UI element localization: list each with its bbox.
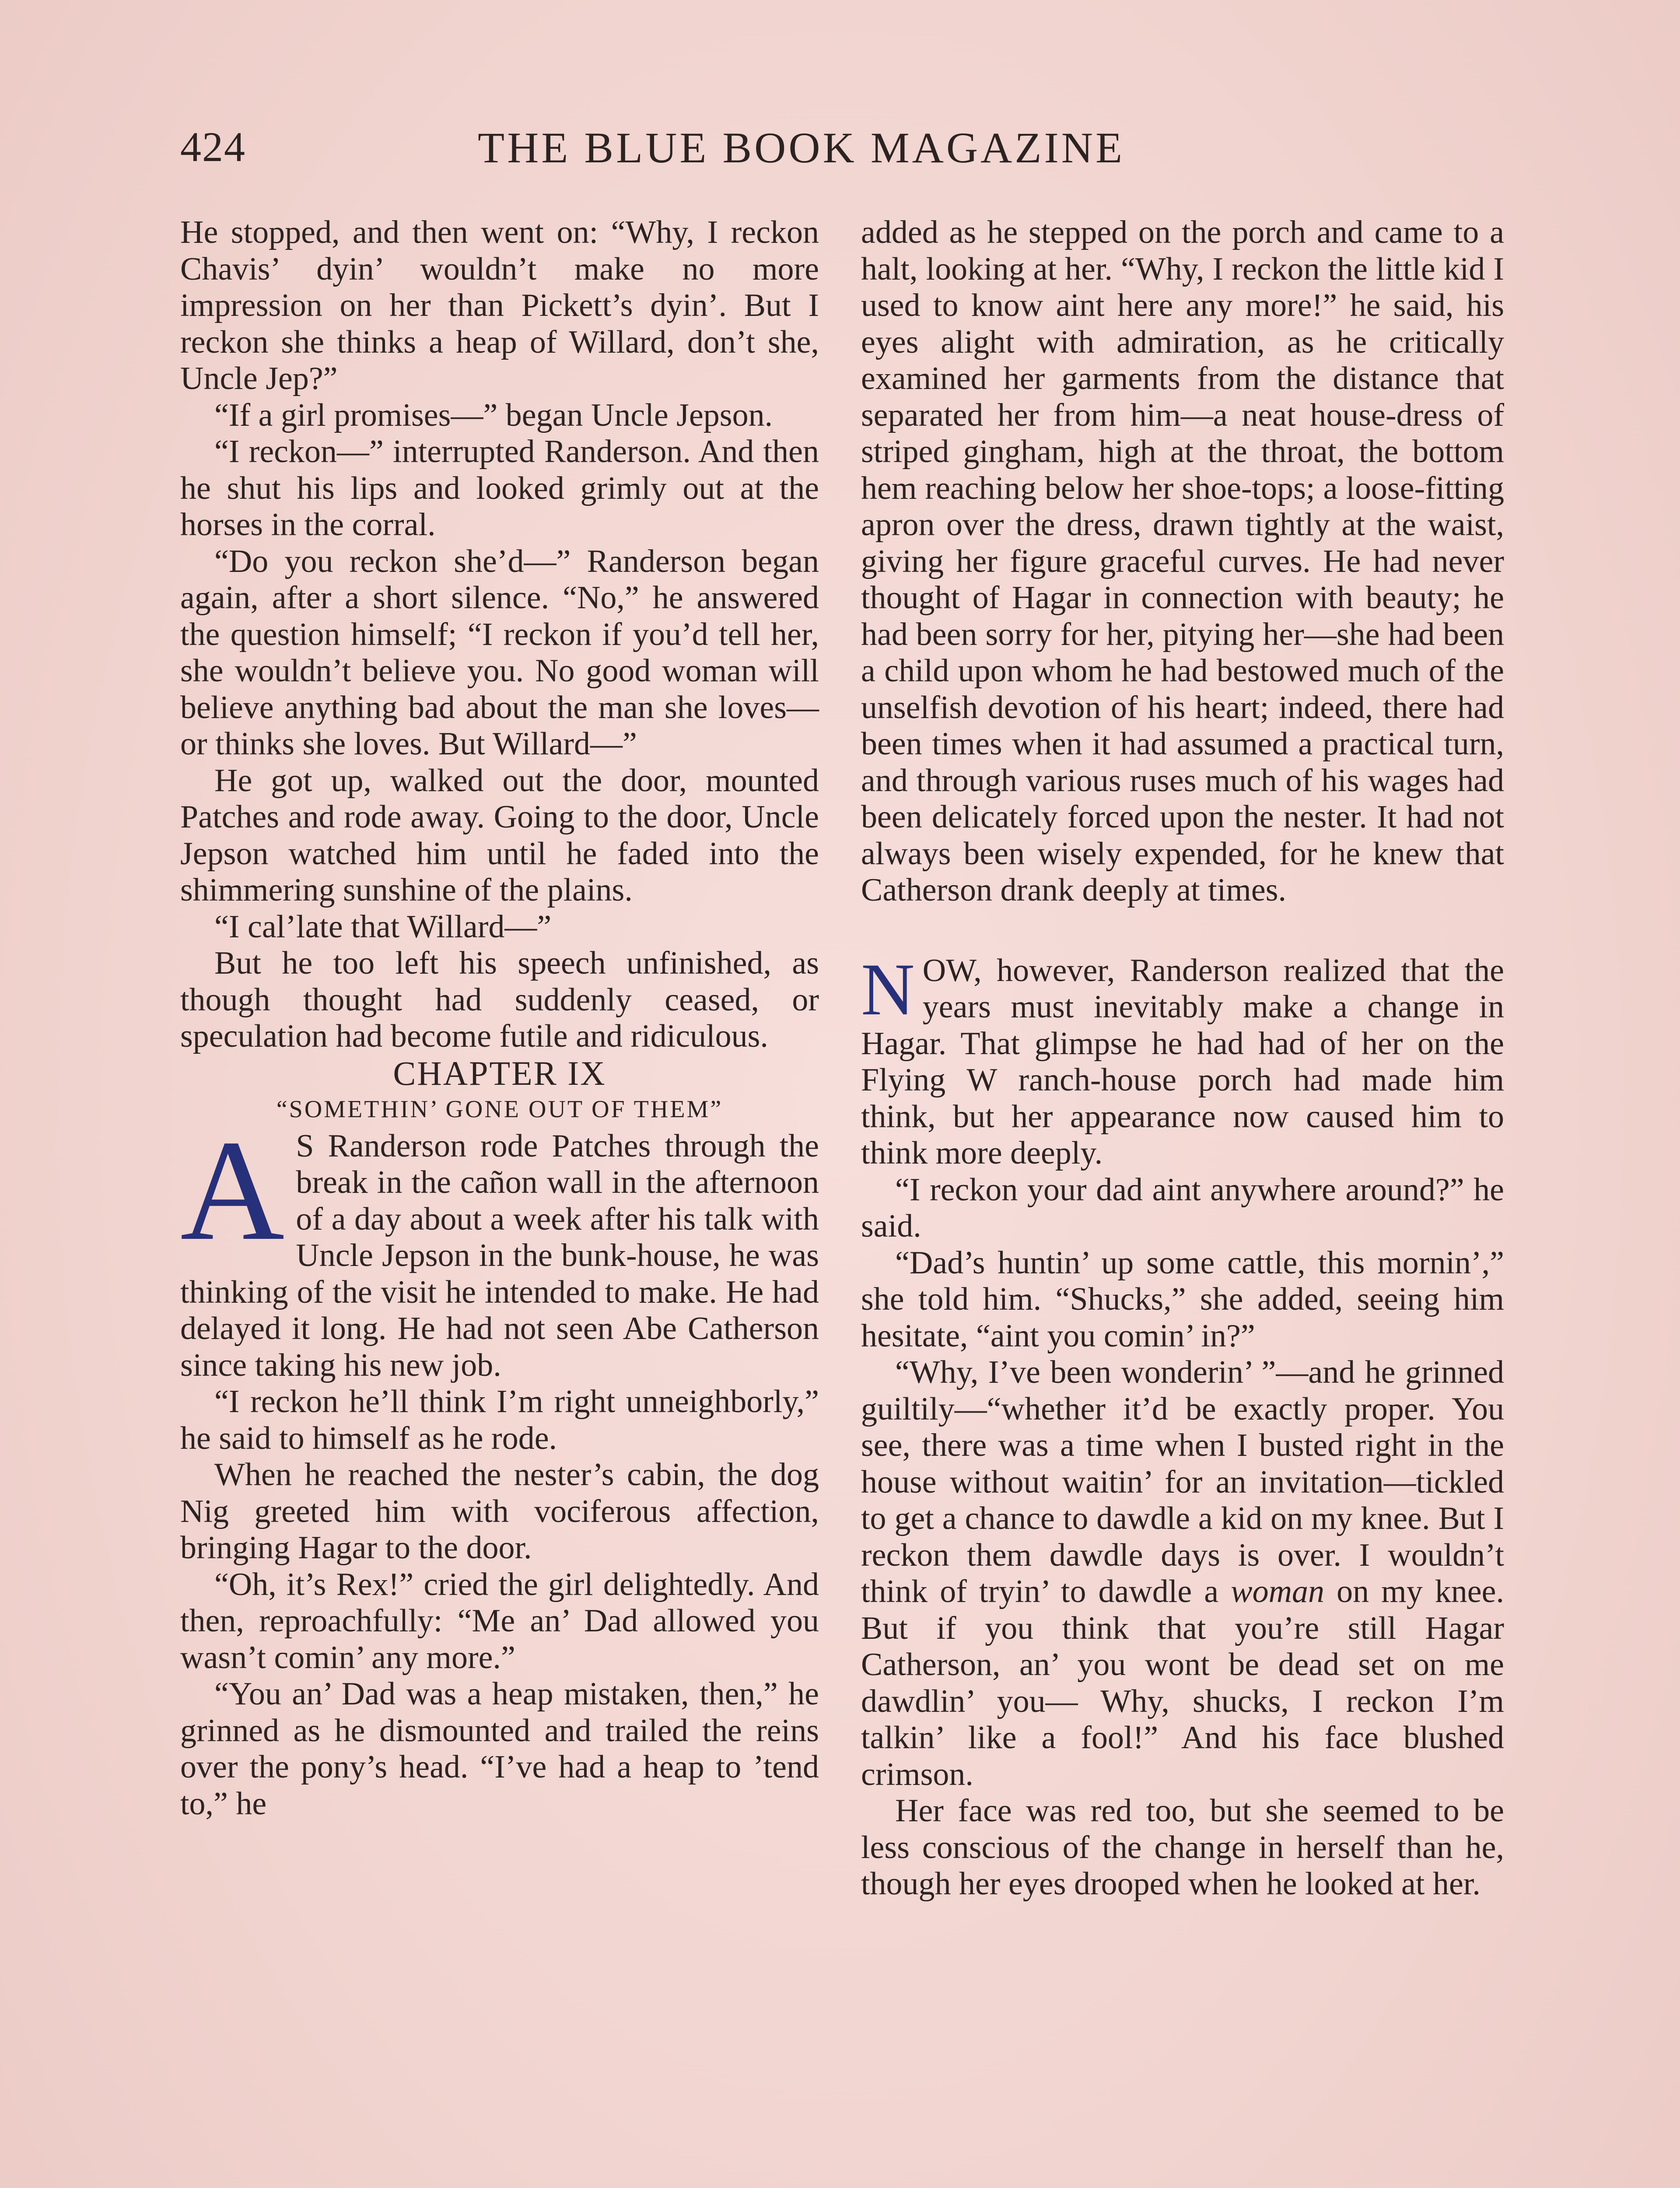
paragraph: “Oh, it’s Rex!” cried the girl delightedly. And then, reproachfully: “Me an’ Dad allowed you wasn’t comin’ any more.”	[180, 1566, 819, 1676]
paragraph	[861, 1354, 1504, 1793]
paragraph: “Dad’s huntin’ up some cattle, this mornin’,” she told him. “Shucks,” she added, seeing him hesitate, “aint you comin’ in?”	[861, 1245, 1504, 1354]
magazine-title: THE BLUE BOOK MAGAZINE	[478, 123, 1125, 172]
page-number: 424	[180, 123, 246, 170]
paragraph: “If a girl promises—” began Uncle Jepson.	[214, 397, 773, 433]
left-column	[180, 214, 819, 1822]
paragraph: “Do you reckon she’d—” Randerson began again, after a short silence. “No,” he answered the question himself; “I reckon if you’d tell her, she wouldn’t believe you. No good woman will believe anything bad about the man she loves—or thinks she loves. But Willard—”	[180, 543, 819, 762]
paragraph-text: OW, however, Randerson realized that the years must inevitably make a change in Hagar. That glimpse he had had of her on the Flying W ranch-house porch had made him think, but her appearance now caused him to think more deeply.	[861, 952, 1504, 1171]
paragraph-text: “Why, I’ve been wonderin’ ”—and he grinned guiltily—“whether it’d be exactly proper. You see, there was a time when I busted right in the house without waitin’ for an invitation—tickled to get a chance to dawdle a kid on my knee. But I reckon them dawdle days is over. I wouldn’t think of tryin’ to dawdle a	[861, 1354, 1504, 1609]
paragraph: Her face was red too, but she seemed to be less conscious of the change in herself than he, though her eyes drooped when he looked at her.	[861, 1793, 1504, 1902]
section-opening-paragraph	[861, 948, 1504, 1172]
paragraph: “You an’ Dad was a heap mistaken, then,” he grinned as he dismounted and trailed the reins over the pony’s head. “I’ve had a heap to ’tend to,” he	[180, 1676, 819, 1822]
page-header	[180, 118, 1208, 179]
chapter-opening-paragraph	[180, 1110, 819, 1384]
paragraph: He got up, walked out the door, mounted Patches and rode away. Going to the door, Uncle Jepson watched him until he faded into the shimmering sunshine of the plains.	[180, 762, 819, 908]
emphasized-word: woman	[1231, 1574, 1325, 1609]
paragraph: When he reached the nester’s cabin, the dog Nig greeted him with vociferous affection, bringing Hagar to the door.	[180, 1457, 819, 1566]
paragraph-text: on my knee. But if you think that you’re still Hagar Catherson, an’ you wont be dead set on me dawdlin’ you— Why, shucks, I reckon I’m talkin’ like a fool!” And his face blushed crimson.	[861, 1574, 1504, 1792]
right-column	[861, 214, 1504, 1903]
paragraph: added as he stepped on the porch and came to a halt, looking at her. “Why, I reckon the little kid I used to know aint here any more!” he said, his eyes alight with admiration, as he critically examined her garments from the distance that separated her from him—a neat house-dress of striped gingham, high at the throat, the bottom hem reaching below her shoe-tops; a loose-fitting apron over the dress, drawn tightly at the waist, giving her figure graceful curves. He had never thought of Hagar in connection with beauty; he had been sorry for her, pitying her—she had been a child upon whom he had bestowed much of the unselfish devotion of his heart; indeed, there had been times when it had assumed a practical turn, and through various ruses much of his wages had been delicately forced upon the nester. It had not always been wisely expended, for he knew that Catherson drank deeply at times.	[861, 214, 1504, 908]
paragraph: “I cal’late that Willard—”	[214, 908, 552, 945]
paragraph-text: S Randerson rode Patches through the break in the cañon wall in the afternoon of a day about a week after his talk with Uncle Jepson in the bunk-house, he was thinking of the visit he intended to make. He had delayed it long. He had not seen Abe Catherson since taking his new job.	[180, 1128, 819, 1383]
chapter-title: CHAPTER IX	[393, 1054, 606, 1092]
chapter-subtitle: “SOMETHIN’ GONE OUT OF THEM”	[276, 1096, 723, 1123]
drop-cap: A	[180, 1110, 285, 1270]
paragraph: But he too left his speech unfinished, as though thought had suddenly ceased, or speculation had become futile and ridiculous.	[180, 945, 819, 1054]
paragraph: “I reckon he’ll think I’m right unneighborly,” he said to himself as he rode.	[180, 1384, 819, 1456]
paragraph: He stopped, and then went on: “Why, I reckon Chavis’ dyin’ wouldn’t make no more impression on her than Pickett’s dyin’. But I reckon she thinks a heap of Willard, don’t she, Uncle Jep?”	[180, 214, 819, 396]
paragraph: “I reckon—” interrupted Randerson. And then he shut his lips and looked grimly out at the horses in the corral.	[180, 434, 819, 543]
paragraph: “I reckon your dad aint anywhere around?” he said.	[861, 1171, 1504, 1244]
drop-cap: N	[861, 948, 915, 1031]
